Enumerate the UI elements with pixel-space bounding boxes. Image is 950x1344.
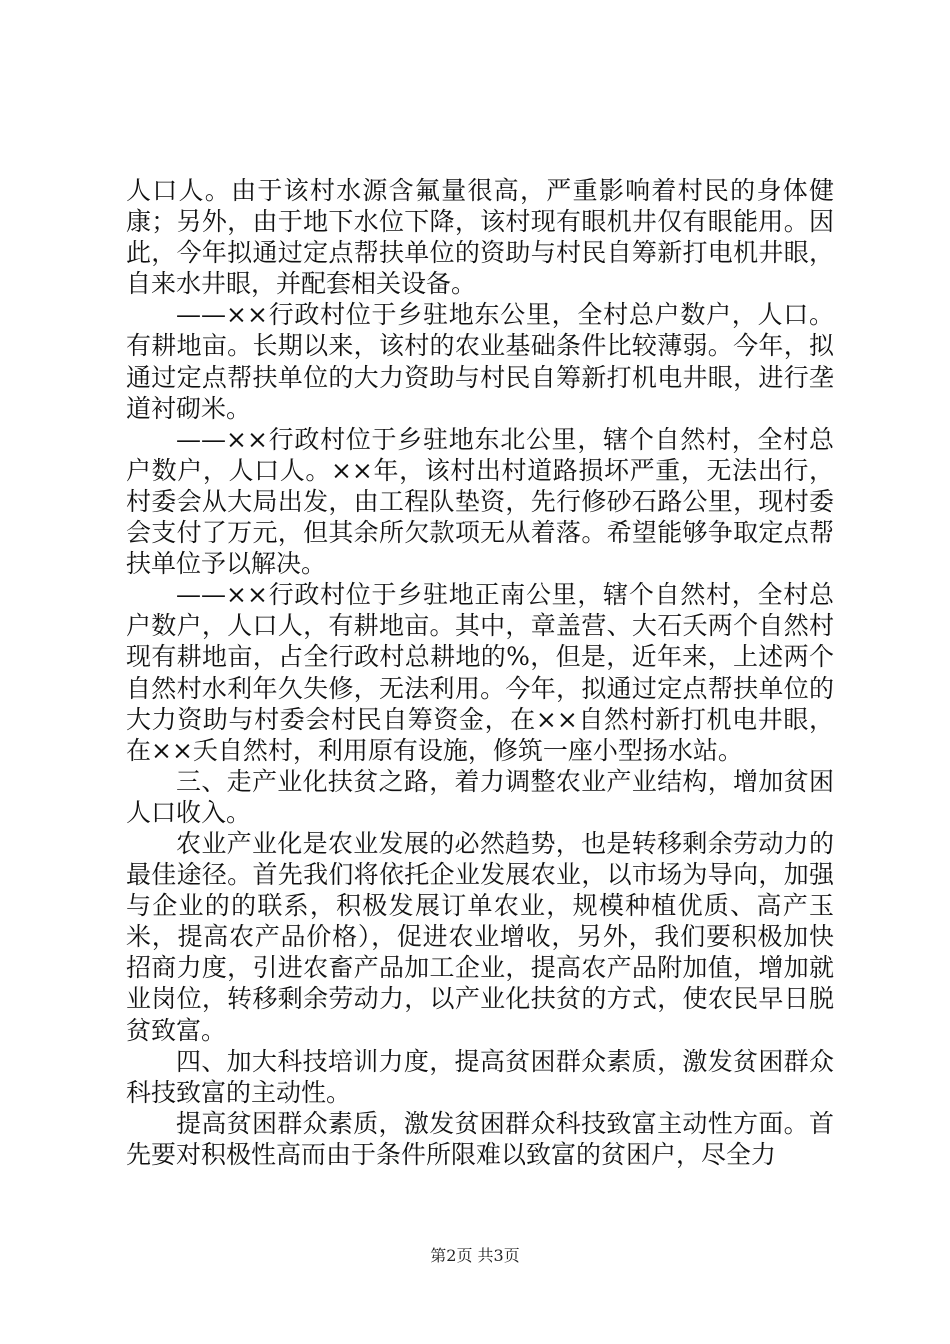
document-body	[126, 175, 834, 1170]
paragraph-village-2: ——××行政村位于乡驻地东公里，全村总户数户，人口。有耕地亩。长期以来，该村的农业基础条件比较薄弱。今年，拟通过定点帮扶单位的大力资助与村民自筹新打机电井眼，进行垄道衬砌米。	[126, 300, 834, 423]
section-heading-4: 四、加大科技培训力度，提高贫困群众素质，激发贫困群众科技致富的主动性。	[126, 1046, 834, 1107]
paragraph-village-4: ——××行政村位于乡驻地正南公里，辖个自然村，全村总户数户，人口人，有耕地亩。其中，章盖营、大石夭两个自然村现有耕地亩，占全行政村总耕地的%，但是，近年来，上述两个自然村水利年久失修，无法利用。今年，拟通过定点帮扶单位的大力资助与村委会村民自筹资金，在××自然村新打机电井眼，在××夭自然村，利用原有设施，修筑一座小型扬水站。	[126, 580, 834, 765]
paragraph-training: 提高贫困群众素质，激发贫困群众科技致富主动性方面。首先要对积极性高而由于条件所限难以致富的贫困户，尽全力	[126, 1108, 834, 1169]
paragraph-industrialization: 农业产业化是农业发展的必然趋势，也是转移剩余劳动力的最佳途径。首先我们将依托企业发展农业，以市场为导向，加强与企业的的联系，积极发展订单农业，规模种植优质、高产玉米，提高农产品价格），促进农业增收，另外，我们要积极加快招商力度，引进农畜产品加工企业，提高农产品附加值，增加就业岗位，转移剩余劳动力，以产业化扶贫的方式，使农民早日脱贫致富。	[126, 828, 834, 1045]
page-number-footer: 第2页 共3页	[430, 1246, 520, 1265]
section-heading-3: 三、走产业化扶贫之路，着力调整农业产业结构，增加贫困人口收入。	[126, 766, 834, 827]
paragraph-village-3: ——××行政村位于乡驻地东北公里，辖个自然村，全村总户数户，人口人。××年，该村出村道路损坏严重，无法出行，村委会从大局出发，由工程队垫资，先行修砂石路公里，现村委会支付了万元，但其余所欠款项无从着落。希望能够争取定点帮扶单位予以解决。	[126, 424, 834, 579]
paragraph-continuation: 人口人。由于该村水源含氟量很高，严重影响着村民的身体健康；另外，由于地下水位下降，该村现有眼机井仅有眼能用。因此，今年拟通过定点帮扶单位的资助与村民自筹新打电机井眼，自来水井眼，并配套相关设备。	[126, 176, 834, 299]
